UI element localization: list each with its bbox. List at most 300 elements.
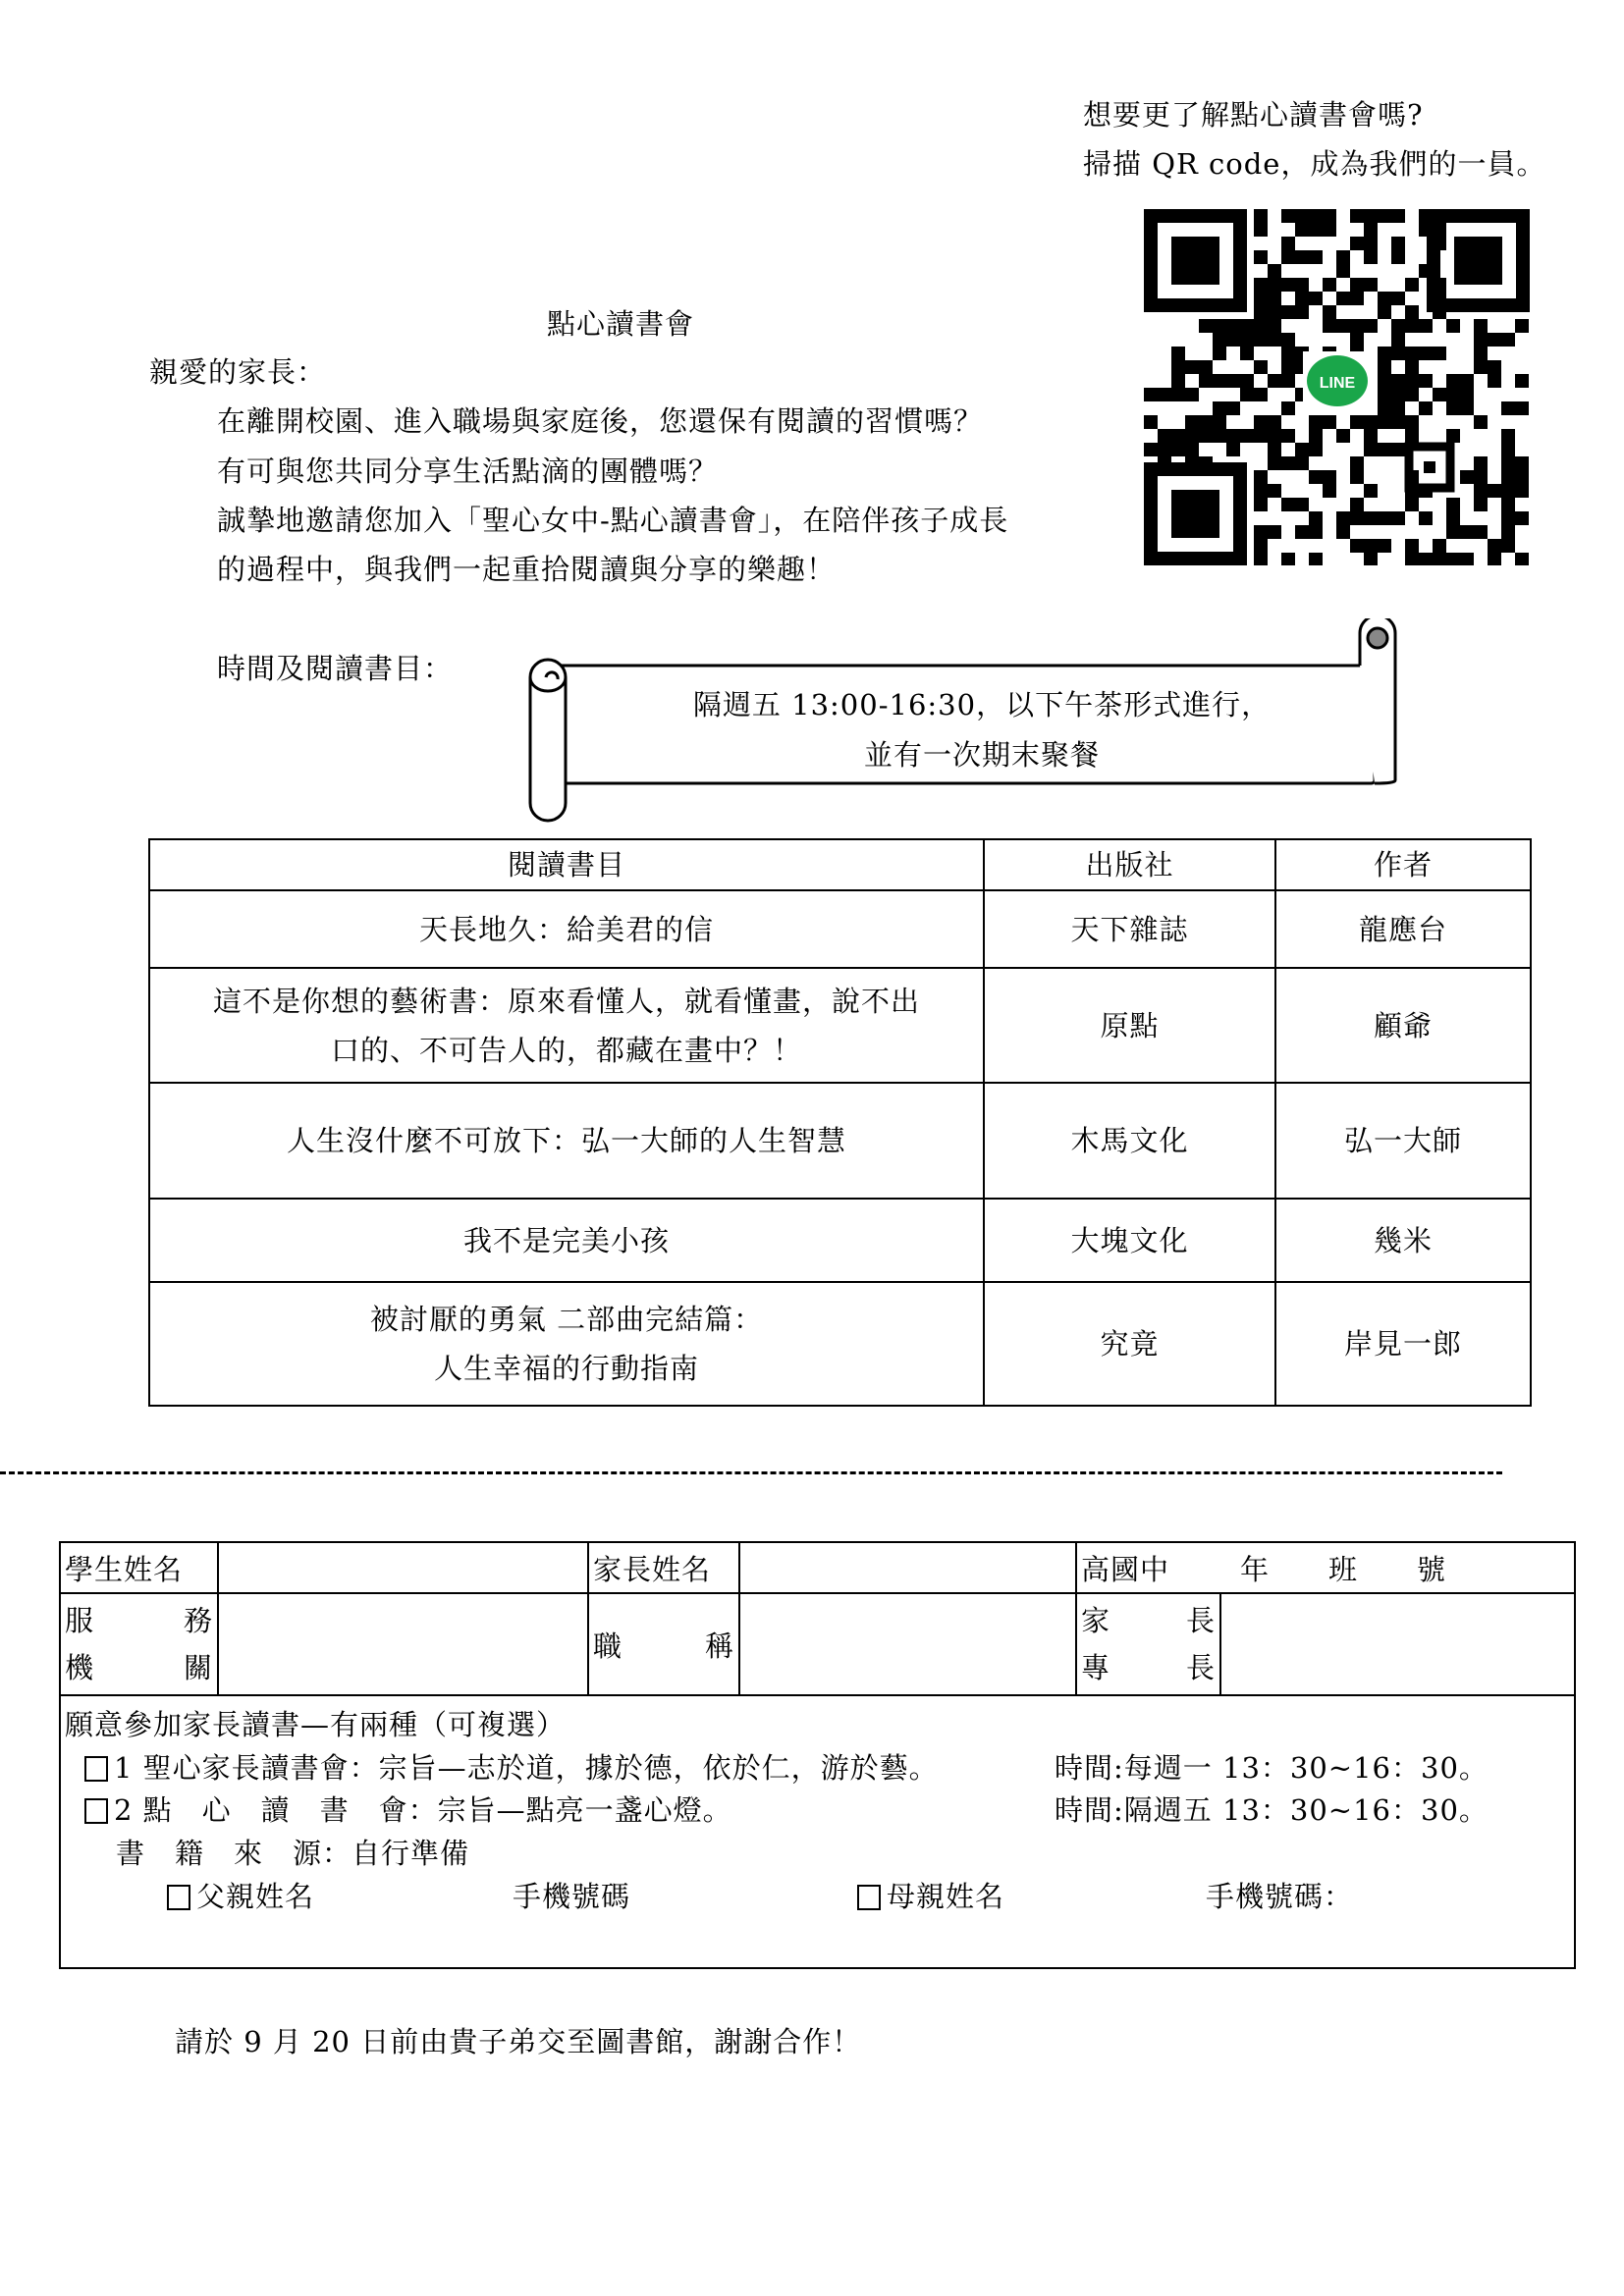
qr-module [1474,456,1488,470]
qr-module [1213,333,1226,347]
qr-module [1405,374,1419,388]
qr-module [1419,553,1433,565]
qr-module [1405,347,1419,360]
job-title-label: 職 稱 [588,1593,739,1695]
qr-code[interactable] [1144,209,1530,565]
option-1: 1 聖心家長讀書會：宗旨—志於道，據於德，依於仁，游於藝。 [84,1754,939,1783]
qr-module [1474,319,1488,333]
qr-module [1501,539,1515,553]
qr-module [1378,305,1391,319]
banner-line-2: 並有一次期末聚餐 [863,738,1100,772]
qr-module [1378,347,1391,360]
qr-module [1254,209,1268,223]
qr-module [1268,305,1281,319]
qr-module [1268,333,1281,347]
letter-paragraph-3: 誠摯地邀請您加入「聖心女中-點心讀書會」，在陪伴孩子成長 [217,504,1009,537]
qr-module [1309,223,1323,237]
qr-module [1213,401,1226,415]
qr-module [1254,360,1268,374]
qr-module [1295,223,1309,237]
qr-module [1268,525,1281,539]
qr-module [1460,525,1474,539]
qr-module [1460,401,1474,415]
qr-module [1378,539,1391,553]
parent-name-field[interactable] [739,1543,1076,1593]
qr-module [1268,292,1281,305]
qr-module [1378,443,1391,456]
qr-module [1185,443,1199,456]
qr-module [1446,388,1460,401]
table-row [149,968,1531,1083]
qr-module [1240,388,1254,401]
qr-module [1268,443,1281,456]
qr-module [1295,498,1309,511]
qr-module [1364,511,1378,525]
qr-module [1405,415,1419,429]
qr-module [1268,278,1281,292]
book-publisher: 木馬文化 [984,1083,1275,1199]
qr-module [1281,456,1295,470]
header-publisher: 出版社 [984,839,1275,890]
qr-module [1281,333,1295,347]
qr-module [1323,484,1336,498]
qr-module [1419,401,1433,415]
table-row [149,890,1531,968]
book-author: 顧爺 [1275,968,1531,1083]
qr-module [1350,237,1364,250]
qr-module [1309,511,1323,525]
qr-module [1474,333,1488,347]
qr-module [1364,237,1378,250]
qr-module [1460,470,1474,484]
qr-module [1474,498,1488,511]
qr-module [1309,415,1323,429]
qr-module [1295,525,1309,539]
qr-module [1309,429,1323,443]
qr-module [1336,264,1350,278]
qr-module [1419,511,1433,525]
banner-line-1: 隔週五 13:00-16:30，以下午茶形式進行， [692,688,1272,721]
qr-module [1281,401,1295,415]
qr-module [1281,237,1295,250]
qr-module [1391,511,1405,525]
qr-module [1144,443,1158,456]
qr-module [1501,333,1515,347]
qr-module [1158,429,1171,443]
qr-module [1268,319,1281,333]
qr-module [1515,511,1529,525]
qr-module [1433,539,1446,553]
qr-module [1323,415,1336,429]
table-header-row [149,839,1531,890]
qr-module [1336,429,1350,443]
qr-module [1515,470,1529,484]
qr-module [1460,388,1474,401]
qr-module [1488,539,1501,553]
qr-module [1364,250,1378,264]
book-publisher: 大塊文化 [984,1199,1275,1282]
qr-module [1446,319,1460,333]
qr-module [1501,525,1515,539]
qr-module [1488,553,1501,565]
qr-module [1378,209,1391,223]
qr-module [1446,429,1460,443]
qr-module [1254,223,1268,237]
qr-module [1323,305,1336,319]
qr-module [1171,443,1185,456]
qr-module [1281,360,1295,374]
parent-name-label: 家長姓名 [588,1543,739,1593]
qr-module [1350,292,1364,305]
qr-module [1171,360,1185,374]
qr-module [1391,443,1405,456]
qr-module [1350,539,1364,553]
qr-module [1501,456,1515,470]
qr-module [1515,319,1529,333]
book-title: 人生沒什麼不可放下：弘一大師的人生智慧 [149,1083,984,1199]
qr-module [1240,374,1254,388]
qr-module [1350,498,1364,511]
qr-module [1474,347,1488,360]
qr-module [1446,525,1460,539]
registration-form [59,1541,1576,1969]
header-title: 閱讀書目 [149,839,984,890]
qr-module [1213,347,1226,360]
qr-module [1364,209,1378,223]
mother-checkbox[interactable] [857,1885,881,1910]
book-author: 弘一大師 [1275,1083,1531,1199]
qr-module [1295,443,1309,456]
qr-module [1474,415,1488,429]
qr-module [1213,319,1226,333]
workplace-field[interactable] [218,1593,588,1695]
qr-module [1254,429,1268,443]
qr-module [1199,415,1213,429]
qr-module [1281,209,1295,223]
qr-module [1268,374,1281,388]
letter-title: 點心讀書會 [547,307,695,341]
header-author: 作者 [1275,839,1531,890]
qr-module [1171,388,1185,401]
father-option: 父親姓名 [167,1883,314,1911]
qr-module [1391,388,1405,401]
table-row [149,1083,1531,1199]
qr-module [1171,347,1185,360]
qr-module [1391,319,1405,333]
qr-module [1336,511,1350,525]
option-1-checkbox[interactable] [84,1756,108,1782]
qr-module [1226,333,1240,347]
qr-module [1405,498,1419,511]
qr-module [1309,292,1323,305]
qr-module [1309,525,1323,539]
mother-option: 母親姓名 [857,1883,1004,1911]
qr-module [1144,388,1158,401]
qr-module [1254,388,1268,401]
qr-module [1350,470,1364,484]
cut-line [0,1471,1502,1474]
qr-caption-line1: 想要更了解點心讀書會嗎? [1083,98,1424,132]
qr-module [1364,429,1378,443]
qr-module [1446,374,1460,388]
qr-module [1501,443,1515,456]
table-row [149,1199,1531,1282]
option-1-time: 時間:每週一 13：30~16：30。 [1055,1751,1489,1785]
qr-module [1433,347,1446,360]
qr-module [1171,374,1185,388]
qr-module [1446,401,1460,415]
qr-module [1254,292,1268,305]
qr-module [1295,250,1309,264]
class-field[interactable]: 高國中 年 班 號 [1076,1543,1574,1593]
qr-module [1240,333,1254,347]
qr-module [1185,429,1199,443]
qr-module [1281,553,1295,565]
student-name-field[interactable] [218,1543,588,1593]
qr-module [1309,443,1323,456]
qr-module [1171,429,1185,443]
qr-module [1364,539,1378,553]
book-author: 幾米 [1275,1199,1531,1282]
book-publisher: 天下雜誌 [984,890,1275,968]
qr-module [1433,388,1446,401]
qr-module [1254,539,1268,553]
parent-skill-label: 家 長 專 長 [1076,1593,1220,1695]
job-title-field[interactable] [739,1593,1076,1695]
qr-module [1281,250,1295,264]
qr-module [1405,360,1419,374]
letter-paragraph-2: 有可與您共同分享生活點滴的團體嗎？ [217,454,719,488]
qr-module [1254,415,1268,429]
qr-module [1405,553,1419,565]
qr-module [1391,292,1405,305]
qr-module [1515,456,1529,470]
qr-module [1350,278,1364,292]
qr-module [1501,470,1515,484]
book-publisher: 究竟 [984,1282,1275,1406]
qr-module [1336,292,1350,305]
qr-module [1378,401,1391,415]
qr-module [1488,360,1501,374]
qr-module [1185,360,1199,374]
qr-module [1268,415,1281,429]
workplace-label: 服 務 機 關 [61,1593,218,1695]
qr-module [1378,292,1391,305]
father-checkbox[interactable] [167,1885,190,1910]
qr-caption-line2: 掃描 QR code，成為我們的一員。 [1083,147,1546,181]
qr-module [1254,525,1268,539]
qr-module [1350,209,1364,223]
qr-module [1488,333,1501,347]
qr-module [1378,415,1391,429]
qr-module [1309,470,1323,484]
qr-module [1446,498,1460,511]
qr-module [1281,278,1295,292]
qr-module [1295,456,1309,470]
book-title: 被討厭的勇氣 二部曲完結篇： 人生幸福的行動指南 [149,1282,984,1406]
qr-module [1419,347,1433,360]
parent-skill-field[interactable] [1220,1593,1574,1695]
qr-module [1364,484,1378,498]
qr-module [1226,401,1240,415]
qr-module [1488,374,1501,388]
qr-module [1199,374,1213,388]
qr-module [1364,553,1378,565]
qr-module [1213,429,1226,443]
qr-module [1391,237,1405,250]
book-title: 我不是完美小孩 [149,1199,984,1282]
qr-module [1336,319,1350,333]
qr-module [1254,333,1268,347]
submission-note: 請於 9 月 20 日前由貴子弟交至圖書館，謝謝合作！ [175,2025,862,2058]
qr-module [1405,429,1419,443]
option-2-checkbox[interactable] [84,1798,108,1824]
line-badge-text: LINE [1319,375,1356,392]
greeting: 親愛的家長： [149,355,327,389]
qr-module [1240,319,1254,333]
qr-module [1254,278,1268,292]
qr-module [1391,347,1405,360]
schedule-banner [520,618,1404,825]
qr-module [1350,319,1364,333]
qr-module [1254,498,1268,511]
qr-module [1199,429,1213,443]
qr-module [1364,443,1378,456]
qr-module [1336,525,1350,539]
qr-module [1405,319,1419,333]
qr-module [1254,470,1268,484]
qr-module [1501,401,1515,415]
qr-module [1460,374,1474,388]
qr-module [1309,209,1323,223]
option-2: 2 點 心 讀 書 會：宗旨—點亮一盞心燈。 [84,1796,732,1825]
qr-module [1378,511,1391,525]
qr-module [1254,250,1268,264]
qr-module [1268,264,1281,278]
qr-module [1240,347,1254,360]
qr-module [1501,511,1515,525]
qr-module [1446,511,1460,525]
book-source: 書 籍 來 源：自行準備 [116,1837,470,1870]
qr-module [1199,319,1213,333]
qr-module [1254,553,1268,565]
qr-module [1295,305,1309,319]
qr-module [1281,498,1295,511]
line-logo-icon [1303,351,1372,410]
qr-module [1488,484,1501,498]
qr-module [1474,360,1488,374]
qr-module [1419,374,1433,388]
qr-module [1281,374,1295,388]
qr-module [1268,484,1281,498]
qr-module [1474,525,1488,539]
book-title: 天長地久：給美君的信 [149,890,984,968]
qr-module [1199,360,1213,374]
mother-phone-label: 手機號碼： [1206,1880,1354,1913]
qr-module [1323,223,1336,237]
qr-module [1281,429,1295,443]
qr-module [1378,360,1391,374]
qr-module [1295,209,1309,223]
qr-module [1254,484,1268,498]
qr-module [1515,484,1529,498]
qr-module [1405,278,1419,292]
qr-module [1226,319,1240,333]
qr-module [1213,374,1226,388]
qr-module [1185,415,1199,429]
qr-module [1391,333,1405,347]
qr-module [1515,553,1529,565]
qr-module [1501,498,1515,511]
qr-module [1226,429,1240,443]
qr-module [1501,484,1515,498]
qr-module [1323,470,1336,484]
qr-module [1364,278,1378,292]
qr-module [1433,553,1446,565]
qr-module [1515,401,1529,415]
father-phone-label: 手機號碼 [513,1880,631,1913]
qr-module [1323,278,1336,292]
table-row [149,1282,1531,1406]
qr-module [1295,278,1309,292]
qr-module [1281,305,1295,319]
qr-module [1323,319,1336,333]
qr-module [1144,415,1158,429]
qr-module [1405,305,1419,319]
qr-module [1391,374,1405,388]
qr-module [1309,250,1323,264]
qr-module [1364,223,1378,237]
qr-module [1474,484,1488,498]
qr-module [1158,388,1171,401]
qr-module [1350,415,1364,429]
qr-module [1501,429,1515,443]
book-author: 岸見一郎 [1275,1282,1531,1406]
book-author: 龍應台 [1275,890,1531,968]
qr-module [1268,456,1281,470]
qr-module [1158,443,1171,456]
qr-module [1391,401,1405,415]
book-title: 這不是你想的藝術書：原來看懂人，就看懂畫，說不出 口的、不可告人的，都藏在畫中？！ [149,968,984,1083]
qr-module [1295,292,1309,305]
qr-module [1226,443,1240,456]
qr-module [1364,319,1378,333]
qr-module [1268,429,1281,443]
qr-module [1378,388,1391,401]
qr-module [1350,333,1364,347]
qr-module [1391,209,1405,223]
qr-module [1226,374,1240,388]
qr-module [1350,511,1364,525]
qr-module [1419,319,1433,333]
qr-module [1405,539,1419,553]
qr-module [1336,250,1350,264]
student-name-label: 學生姓名 [61,1543,218,1593]
qr-module [1405,388,1419,401]
qr-module [1460,553,1474,565]
qr-module [1254,305,1268,319]
qr-module [1391,415,1405,429]
option-2-time: 時間:隔週五 13：30~16：30。 [1055,1793,1489,1827]
qr-module [1281,347,1295,360]
qr-module [1350,456,1364,470]
qr-module [1185,388,1199,401]
letter-paragraph-4: 的過程中，與我們一起重拾閱讀與分享的樂趣！ [217,553,837,586]
schedule-label: 時間及閱讀書目： [217,652,454,685]
book-list-table [148,838,1532,1407]
qr-module [1213,415,1226,429]
qr-module [1391,250,1405,264]
